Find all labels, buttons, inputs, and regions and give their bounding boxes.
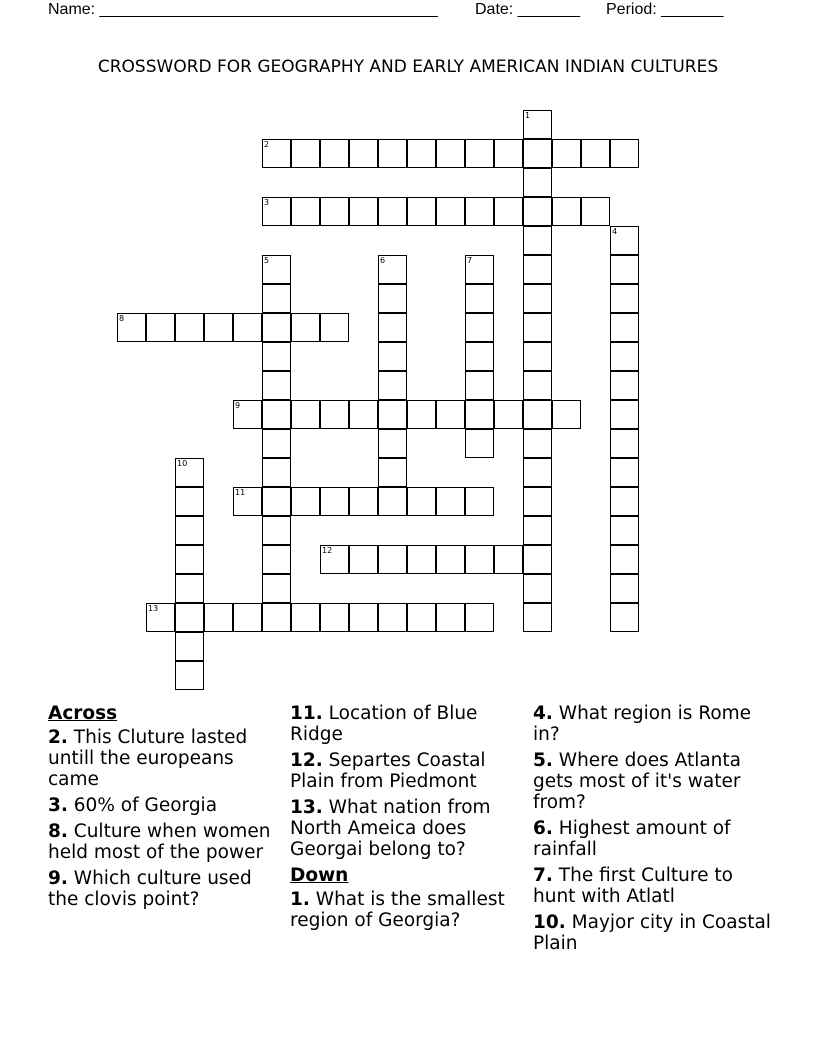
crossword-cell[interactable] [581,197,610,226]
crossword-cell[interactable] [291,400,320,429]
crossword-cell[interactable] [407,545,436,574]
crossword-cell[interactable] [291,139,320,168]
crossword-cell[interactable] [465,429,494,458]
clue-text: 60% of Georgia [67,795,218,816]
crossword-cell[interactable] [349,545,378,574]
crossword-cell[interactable] [610,429,639,458]
crossword-cell[interactable] [581,139,610,168]
clue-text: Mayjor city in Coastal Plain [533,912,771,954]
crossword-cell[interactable] [175,574,204,603]
crossword-cell[interactable] [262,458,291,487]
crossword-cell[interactable] [349,487,378,516]
crossword-cell[interactable] [407,197,436,226]
crossword-cell[interactable] [262,400,291,429]
clue-down-5 [533,750,778,813]
crossword-cell[interactable] [552,197,581,226]
cell-number: 2 [264,140,270,149]
clue-column-3 [533,703,778,959]
crossword-cell[interactable] [291,487,320,516]
crossword-cell[interactable] [465,342,494,371]
crossword-cell[interactable] [262,255,291,284]
crossword-cell[interactable] [291,603,320,632]
clue-text: What is the smallest region of Georgia? [290,889,505,931]
clue-text: Culture when women held most of the power [48,821,271,863]
crossword-cell[interactable] [146,313,175,342]
crossword-cell[interactable] [407,487,436,516]
crossword-cell[interactable] [523,458,552,487]
crossword-cell[interactable] [204,313,233,342]
crossword-cell[interactable] [204,603,233,632]
crossword-cell[interactable] [523,487,552,516]
crossword-cell[interactable] [610,603,639,632]
crossword-cell[interactable] [436,603,465,632]
clue-number: 8. [48,821,68,842]
crossword-cell[interactable] [175,458,204,487]
crossword-cell[interactable] [610,574,639,603]
cell-number: 12 [322,546,333,555]
crossword-cell[interactable] [262,429,291,458]
clue-number: 2. [48,727,68,748]
crossword-cell[interactable] [610,458,639,487]
crossword-cell[interactable] [465,313,494,342]
cell-number: 4 [612,227,618,236]
crossword-cell[interactable] [552,139,581,168]
cell-number: 11 [235,488,246,497]
crossword-cell[interactable] [610,284,639,313]
crossword-cell[interactable] [610,516,639,545]
clue-across-11 [290,703,520,745]
crossword-cell[interactable] [523,603,552,632]
crossword-cell[interactable] [523,255,552,284]
crossword-cell[interactable] [465,371,494,400]
clue-text: Location of Blue Ridge [290,703,478,745]
clue-number: 13. [290,797,323,818]
page-title: CROSSWORD FOR GEOGRAPHY AND EARLY AMERICAN INDIAN CULTURES [97,57,719,77]
crossword-cell[interactable] [175,603,204,632]
clue-number: 10. [533,912,566,933]
crossword-cell[interactable] [494,197,523,226]
crossword-cell[interactable] [436,487,465,516]
crossword-cell[interactable] [407,400,436,429]
crossword-cell[interactable] [349,603,378,632]
crossword-cell[interactable] [494,545,523,574]
crossword-cell[interactable] [378,429,407,458]
crossword-cell[interactable] [378,371,407,400]
crossword-cell[interactable] [349,197,378,226]
clue-across-12 [290,750,520,792]
crossword-cell[interactable] [523,226,552,255]
clue-text: Separtes Coastal Plain from Piedmont [290,750,486,792]
crossword-cell[interactable] [523,371,552,400]
crossword-cell[interactable] [262,603,291,632]
clue-across-13 [290,797,520,860]
crossword-cell[interactable] [320,197,349,226]
crossword-cell[interactable] [262,574,291,603]
cell-number: 10 [177,459,188,468]
cell-number: 1 [525,111,531,120]
crossword-cell[interactable] [262,487,291,516]
cell-number: 3 [264,198,270,207]
clue-across-2 [48,727,278,790]
crossword-cell[interactable] [233,603,262,632]
clue-number: 5. [533,750,553,771]
crossword-cell[interactable] [320,313,349,342]
clue-across-3 [48,795,278,816]
crossword-cell[interactable] [233,487,262,516]
clue-text: What region is Rome in? [533,703,752,745]
clue-column-2 [290,703,520,936]
crossword-cell[interactable] [320,400,349,429]
crossword-cell[interactable] [378,255,407,284]
crossword-cell[interactable] [233,313,262,342]
clue-down-10 [533,912,778,954]
crossword-cell[interactable] [465,255,494,284]
crossword-cell[interactable] [523,545,552,574]
crossword-cell[interactable] [523,574,552,603]
crossword-cell[interactable] [349,400,378,429]
clue-number: 9. [48,868,68,889]
crossword-cell[interactable] [465,545,494,574]
crossword-cell[interactable] [523,110,552,139]
clue-number: 3. [48,795,68,816]
crossword-cell[interactable] [262,313,291,342]
crossword-cell[interactable] [378,313,407,342]
crossword-cell[interactable] [465,139,494,168]
crossword-cell[interactable] [523,429,552,458]
cell-number: 9 [235,401,241,410]
crossword-cell[interactable] [610,545,639,574]
crossword-cell[interactable] [378,545,407,574]
crossword-cell[interactable] [349,139,378,168]
crossword-cell[interactable] [523,139,552,168]
crossword-cell[interactable] [465,197,494,226]
crossword-cell[interactable] [378,342,407,371]
crossword-cell[interactable] [175,545,204,574]
crossword-cell[interactable] [378,603,407,632]
cell-number: 7 [467,256,473,265]
crossword-cell[interactable] [378,197,407,226]
crossword-cell[interactable] [175,632,204,661]
crossword-cell[interactable] [610,226,639,255]
clue-number: 4. [533,703,553,724]
cell-number: 5 [264,256,270,265]
clue-text: Which culture used the clovis point? [48,868,252,910]
clue-number: 1. [290,889,310,910]
crossword-cell[interactable] [494,139,523,168]
crossword-cell[interactable] [465,487,494,516]
crossword-cell[interactable] [117,313,146,342]
period-field[interactable]: Period: _______ [606,1,724,18]
crossword-cell[interactable] [262,371,291,400]
clue-number: 6. [533,818,553,839]
crossword-cell[interactable] [523,197,552,226]
crossword-cell[interactable] [407,603,436,632]
across-heading: Across [48,703,118,724]
crossword-cell[interactable] [523,313,552,342]
crossword-cell[interactable] [436,400,465,429]
crossword-cell[interactable] [320,487,349,516]
crossword-cell[interactable] [610,313,639,342]
crossword-cell[interactable] [378,139,407,168]
crossword-cell[interactable] [291,313,320,342]
crossword-cell[interactable] [436,139,465,168]
clue-text: Highest amount of rainfall [533,818,731,860]
date-field[interactable]: Date: _______ [475,1,580,18]
crossword-cell[interactable] [610,487,639,516]
crossword-cell[interactable] [436,545,465,574]
crossword-cell[interactable] [523,400,552,429]
crossword-cell[interactable] [523,284,552,313]
crossword-cell[interactable] [523,342,552,371]
name-field[interactable]: Name: ______________________________________ [48,1,438,18]
crossword-cell[interactable] [378,487,407,516]
cell-number: 6 [380,256,386,265]
crossword-cell[interactable] [262,197,291,226]
crossword-cell[interactable] [233,400,262,429]
clue-across-8 [48,821,278,863]
crossword-cell[interactable] [320,139,349,168]
crossword-cell[interactable] [262,284,291,313]
crossword-cell[interactable] [494,400,523,429]
clue-number: 11. [290,703,323,724]
crossword-cell[interactable] [175,661,204,690]
crossword-cell[interactable] [610,342,639,371]
crossword-cell[interactable] [146,603,175,632]
crossword-cell[interactable] [407,139,436,168]
crossword-cell[interactable] [378,284,407,313]
crossword-cell[interactable] [465,603,494,632]
clue-down-7 [533,865,778,907]
crossword-cell[interactable] [175,313,204,342]
clue-column-1 [48,703,278,915]
clue-down-6 [533,818,778,860]
clue-down-1 [290,889,520,931]
clue-text: This Cluture lasted untill the europeans came [48,727,248,790]
clue-down-4 [533,703,778,745]
crossword-cell[interactable] [610,371,639,400]
crossword-cell[interactable] [262,342,291,371]
crossword-cell[interactable] [610,255,639,284]
crossword-cell[interactable] [610,139,639,168]
crossword-cell[interactable] [175,516,204,545]
crossword-cell[interactable] [320,603,349,632]
cell-number: 8 [119,314,125,323]
crossword-cell[interactable] [378,458,407,487]
crossword-cell[interactable] [523,168,552,197]
crossword-cell[interactable] [378,400,407,429]
clue-number: 7. [533,865,553,886]
clue-text: The first Culture to hunt with Atlatl [533,865,733,907]
crossword-cell[interactable] [465,284,494,313]
crossword-cell[interactable] [610,400,639,429]
clue-number: 12. [290,750,323,771]
crossword-cell[interactable] [320,545,349,574]
clue-text: What nation from North Ameica does Georgai belong to? [290,797,491,860]
down-heading: Down [290,865,349,886]
crossword-cell[interactable] [262,545,291,574]
clue-across-9 [48,868,278,910]
crossword-cell[interactable] [175,487,204,516]
crossword-cell[interactable] [523,516,552,545]
crossword-cell[interactable] [262,139,291,168]
crossword-cell[interactable] [552,400,581,429]
cell-number: 13 [148,604,159,613]
clue-text: Where does Atlanta gets most of it's water from? [533,750,741,813]
crossword-cell[interactable] [465,400,494,429]
crossword-cell[interactable] [262,516,291,545]
crossword-cell[interactable] [436,197,465,226]
crossword-cell[interactable] [291,197,320,226]
